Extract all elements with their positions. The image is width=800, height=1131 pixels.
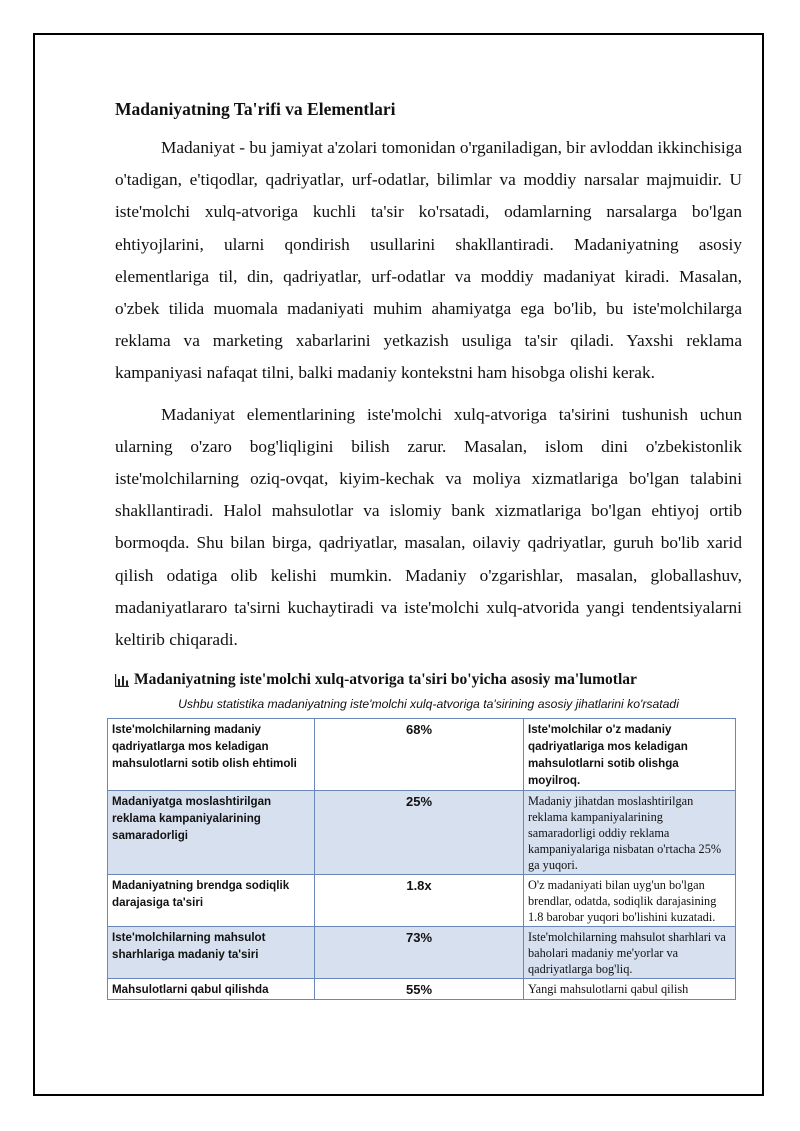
row-value: 1.8x (315, 875, 524, 927)
paragraph: Madaniyat elementlarining iste'molchi xulq-atvoriga ta'sirini tushunish uchun ularning o'zaro bog'liqligini bilish zarur. Masalan, islom dini o'zbekistonlik iste'molchilarning oziq-ovqat, kiyim-kechak va moliya xizmatlariga bo'lgan talabini shakllantiradi. Halol mahsulotlar va islomiy bank xizmatlariga bo'lgan ehtiyoj ortib bormoqda. Shu bilan birga, qadriyatlar, masalan, oilaviy qadriyatlar, guruh bo'lib xarid qilish odatiga olib kelishi mumkin. Madaniy o'zgarishlar, masalan, globallashuv, madaniyatlararo ta'sirni kuchaytiradi va iste'molchi xulq-atvorida yangi tendentsiyalarni keltirib chiqaradi. (115, 404, 742, 650)
row-note: O'z madaniyati bilan uyg'un bo'lgan brendlar, odatda, sodiqlik darajasining 1.8 barobar yuqori bo'lishini kuzatadi. (524, 875, 736, 927)
table-row (108, 875, 736, 927)
table-title-text: Madaniyatning iste'molchi xulq-atvoriga ta'siri bo'yicha asosiy ma'lumotlar (134, 671, 637, 689)
table-row (108, 979, 736, 1000)
row-note: Iste'molchilar o'z madaniy qadriyatlariga mos keladigan mahsulotlarni sotib olishga moyilroq. (524, 719, 736, 791)
row-label: Iste'molchilarning mahsulot sharhlariga madaniy ta'siri (108, 927, 315, 979)
paragraph: Madaniyat - bu jamiyat a'zolari tomonidan o'rganiladigan, bir avloddan ikkinchisiga o'tadigan, e'tiqodlar, qadriyatlar, urf-odatlar, bilimlar va moddiy narsalar majmuidir. U iste'molchi xulq-atvoriga kuchli ta'sir ko'rsatadi, odamlarning narsalarga bo'lgan ehtiyojlarini, ularni qondirish usullarini shakllantiradi. Madaniyatning asosiy elementlariga til, din, qadriyatlar, urf-odatlar va moddiy madaniyat kiradi. Masalan, o'zbek tilida muomala madaniyati muhim ahamiyatga ega bo'lib, bu iste'molchilarga reklama va marketing xabarlarini yetkazish usuliga ta'sir qiladi. Yaxshi reklama kampaniyasi nafaqat tilni, balki madaniy kontekstni ham hisobga olishi kerak. (115, 138, 742, 383)
row-note: Madaniy jihatdan moslashtirilgan reklama kampaniyalarining samaradorligi oddiy reklama kampaniyalariga nisbatan o'rtacha 25% ga yuqori. (524, 791, 736, 875)
row-value: 55% (315, 979, 524, 1000)
section-heading: Madaniyatning Ta'rifi va Elementlari (115, 99, 396, 119)
table-row (108, 791, 736, 875)
document-content (112, 98, 742, 1000)
row-value: 73% (315, 927, 524, 979)
row-label: Mahsulotlarni qabul qilishda (108, 979, 315, 1000)
row-value: 68% (315, 719, 524, 791)
row-label: Madaniyatning brendga sodiqlik darajasiga ta'siri (108, 875, 315, 927)
row-note: Iste'molchilarning mahsulot sharhlari va baholari madaniy me'yorlar va qadriyatlarga bog'liq. (524, 927, 736, 979)
table-row (108, 719, 736, 791)
row-label: Iste'molchilarning madaniy qadriyatlarga mos keladigan mahsulotlarni sotib olish ehtimoli (108, 719, 315, 791)
statistics-table (107, 718, 736, 1000)
row-note: Yangi mahsulotlarni qabul qilish (524, 979, 736, 1000)
bar-chart-icon (115, 674, 129, 687)
row-label: Madaniyatga moslashtirilgan reklama kampaniyalarining samaradorligi (108, 791, 315, 875)
row-value: 25% (315, 791, 524, 875)
table-caption: Ushbu statistika madaniyatning iste'molchi xulq-atvoriga ta'sirining asosiy jihatlarini ko'rsatadi (178, 697, 679, 712)
table-title (115, 670, 742, 690)
table-row (108, 927, 736, 979)
